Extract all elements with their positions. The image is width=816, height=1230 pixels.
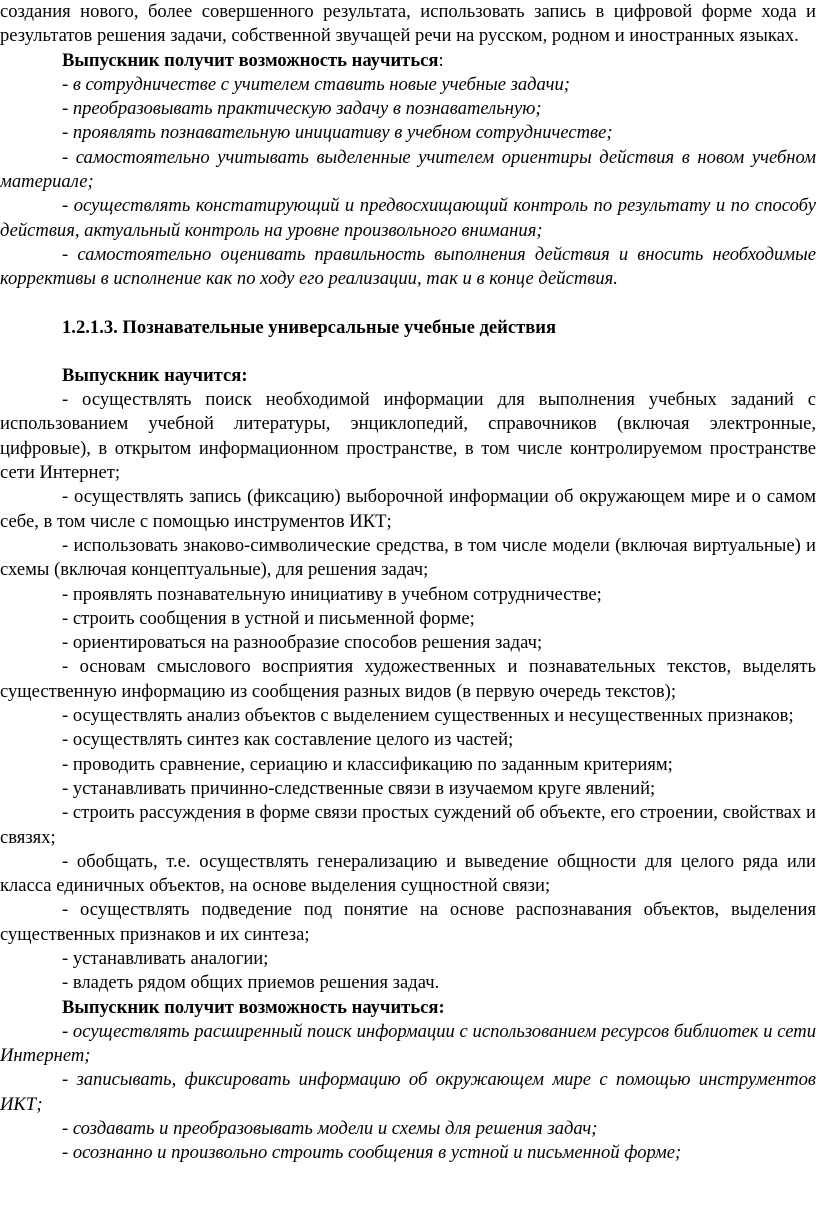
list-item: - создавать и преобразовывать модели и схемы для решения задач; — [62, 1118, 598, 1140]
block1-title-suffix: : — [438, 49, 444, 71]
list-item: - осознанно и произвольно строить сообщения в устной и письменной форме; — [62, 1142, 682, 1164]
list-item: - осуществлять подведение под понятие на основе распознавания объектов, выделения существенных признаков и их синтеза; — [0, 899, 816, 945]
list-item: - преобразовывать практическую задачу в познавательную; — [62, 98, 542, 120]
intro-continuation: создания нового, более совершенного результата, использовать запись в цифровой форме хода и результатов решения задачи, собственной звучащей речи на русском, родном и иностранных языках. — [0, 1, 816, 47]
block1-title: Выпускник получит возможность научиться — [62, 49, 439, 71]
list-item: - в сотрудничестве с учителем ставить новые учебные задачи; — [62, 73, 570, 95]
list-item: - осуществлять синтез как составление целого из частей; — [62, 729, 514, 751]
list-item: - ориентироваться на разнообразие способов решения задач; — [62, 632, 543, 654]
block2-title: Выпускник научится: — [62, 364, 248, 386]
list-item: - строить рассуждения в форме связи простых суждений об объекте, его строении, свойствах и связях; — [0, 802, 816, 848]
list-item: - использовать знаково-символические средства, в том числе модели (включая виртуальные) и схемы (включая концептуальные), для решения задач; — [0, 534, 816, 581]
list-item: - основам смыслового восприятия художественных и познавательных текстов, выделять существенную информацию из сообщения разных видов (в первую очередь текстов); — [0, 656, 816, 702]
spacer — [0, 292, 816, 316]
list-item: - осуществлять поиск необходимой информации для выполнения учебных заданий с использованием учебной литературы, энциклопедий, справочников (включая электронные, цифровые), в открытом информационном пространстве, в том числе контролируемом пространстве сети Интернет; — [0, 389, 816, 484]
block1-title-line — [0, 49, 816, 73]
section-heading: 1.2.1.3. Познавательные универсальные учебные действия — [62, 316, 557, 338]
list-item: - проявлять познавательную инициативу в учебном сотрудничестве; — [62, 583, 602, 605]
list-item: - обобщать, т.е. осуществлять генерализацию и выведение общности для целого ряда или класса единичных объектов, на основе выделения сущностной связи; — [0, 850, 816, 897]
list-item: - устанавливать причинно-следственные связи в изучаемом круге явлений; — [62, 777, 656, 799]
spacer — [0, 340, 816, 364]
list-item: - осуществлять запись (фиксацию) выборочной информации об окружающем мире и о самом себе, в том числе с помощью инструментов ИКТ; — [0, 486, 816, 532]
list-item: - владеть рядом общих приемов решения задач. — [62, 972, 440, 994]
list-item: - осуществлять констатирующий и предвосхищающий контроль по результату и по способу действия, актуальный контроль на уровне произвольного внимания; — [0, 195, 816, 241]
list-item: - записывать, фиксировать информацию об окружающем мире с помощью инструментов ИКТ; — [0, 1069, 816, 1115]
list-item: - осуществлять анализ объектов с выделением существенных и несущественных признаков; — [62, 705, 794, 727]
list-item: - устанавливать аналогии; — [62, 947, 269, 969]
list-item: - проявлять познавательную инициативу в учебном сотрудничестве; — [62, 122, 613, 144]
list-item: - осуществлять расширенный поиск информации с использованием ресурсов библиотек и сети Интернет; — [0, 1020, 816, 1067]
list-item: - самостоятельно учитывать выделенные учителем ориентиры действия в новом учебном материале; — [0, 146, 816, 193]
list-item: - самостоятельно оценивать правильность выполнения действия и вносить необходимые коррективы в исполнение как по ходу его реализации, так и в конце действия. — [0, 243, 816, 290]
list-item: - проводить сравнение, сериацию и классификацию по заданным критериям; — [62, 753, 673, 775]
block3-title: Выпускник получит возможность научиться: — [62, 996, 445, 1018]
list-item: - строить сообщения в устной и письменной форме; — [62, 607, 475, 629]
